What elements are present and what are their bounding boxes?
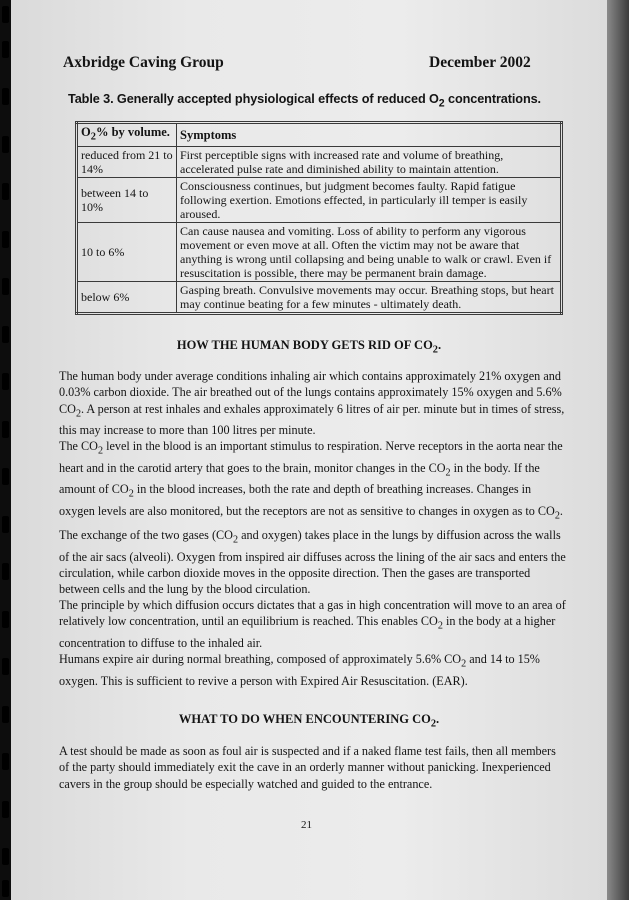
binding-ring [2,658,9,675]
paragraph: The human body under average conditions inhaling air which contains approximately 21% oxygen and 0.03% carbon dioxide. The air breathed out of the lungs contains approximately 15% oxygen and 5.6% $CO_2$. A person at rest inhales and exhales approximately 6 litres of air per. minute but in times of stress, this may increase to more than 100 litres per minute. [59,369,565,438]
cell-level: reduced from 21 to 14% [77,146,177,177]
paragraph: A test should be made as soon as foul air is suspected and if a naked flame test fails, then all members of the party should immediately exit the cave in an orderly manner without panicking. Inexperienced cavers in the group should be especially watched and guided to the entrance. [59,744,556,791]
table-row [77,177,562,222]
table-header-row [77,123,562,147]
header-org: Axbridge Caving Group [63,54,224,71]
table-row [77,281,562,313]
binding-ring [2,468,9,485]
oxygen-effects-table [75,121,563,315]
cell-level: between 14 to 10% [77,177,177,222]
cell-symptoms: Gasping breath. Convulsive movements may occur. Breathing stops, but heart may continue beating for a few minutes - ultimately death. [177,281,562,313]
section-heading-co2-removal: HOW THE HUMAN BODY GETS RID OF $CO_2$. [176,338,442,356]
cell-level: 10 to 6% [77,222,177,281]
table-row [77,146,562,177]
page-number: 21 [301,819,312,831]
document-page [11,0,607,900]
binding-ring [2,706,9,723]
binding-ring [2,88,9,105]
section-heading-what-to-do: WHAT TO DO WHEN ENCOUNTERING $CO_2$. [178,712,440,730]
binding-ring [2,421,9,438]
cell-symptoms: Consciousness continues, but judgment becomes faulty. Rapid fatigue following exertion. Emotions effected, in particularly ill temper is easily aroused. [177,177,562,222]
binding-ring [2,801,9,818]
column-header-symptoms: Symptoms [177,123,562,147]
header-date: December 2002 [429,54,531,71]
paragraph: Humans expire air during normal breathing, composed of approximately 5.6% $CO_2$ and 14 to 15% oxygen. This is sufficient to revive a person with Expired Air Resuscitation. (EAR). [59,652,540,688]
cell-level: below 6% [77,281,177,313]
binding-ring [2,278,9,295]
column-header-level: $O_2\%$ by volume. [77,123,177,147]
binding-ring [2,563,9,580]
paragraph: The exchange of the two gases ($CO_2$ and oxygen) takes place in the lungs by diffusion across the walls of the air sacs (alveoli). Oxygen from inspired air diffuses across the lining of the air sacs and enters the circulation, while carbon dioxide moves in the opposite direction. Then the gases are transported between cells and the lung by the blood circulation. [59,528,566,597]
binding-ring [2,373,9,390]
binding-ring [2,516,9,533]
table-row [77,222,562,281]
binding-ring [2,231,9,248]
table-caption: Table 3. Generally accepted physiological effects of reduced $O_2$ concentrations. [68,92,541,110]
binding-ring [2,326,9,343]
page-edge-shadow [607,0,629,900]
binding-ring [2,41,9,58]
binding-ring [2,6,9,23]
binding-ring [2,753,9,770]
cell-symptoms: Can cause nausea and vomiting. Loss of ability to perform any vigorous movement or even move at all. Often the victim may not be aware that anything is wrong until collapsing and being unable to walk or crawl. Even if resuscitation is possible, there may be permanent brain damage. [177,222,562,281]
binding-ring [2,183,9,200]
binding-ring [2,136,9,153]
paragraph: The principle by which diffusion occurs dictates that a gas in high concentration will move to an area of relatively low concentration, until an equilibrium is reached. This enables $CO_2$ in the body at a higher concentration to diffuse to the inhaled air. [59,598,566,651]
cell-symptoms: First perceptible signs with increased rate and volume of breathing, accelerated pulse rate and diminished ability to maintain attention. [177,146,562,177]
binding-ring [2,880,9,897]
binding-ring [2,848,9,865]
paragraph: The $CO_2$ level in the blood is an important stimulus to respiration. Nerve receptors in the aorta near the heart and in the carotid artery that goes to the brain, monitor changes in the $CO_2$ in the body. If the amount of $CO_2$ in the blood increases, both the rate and depth of breathing increases. Changes in oxygen levels are also monitored, but the receptors are not as sensitive to changes in oxygen as to $CO_2$. [59,439,563,522]
binding-ring [2,611,9,628]
